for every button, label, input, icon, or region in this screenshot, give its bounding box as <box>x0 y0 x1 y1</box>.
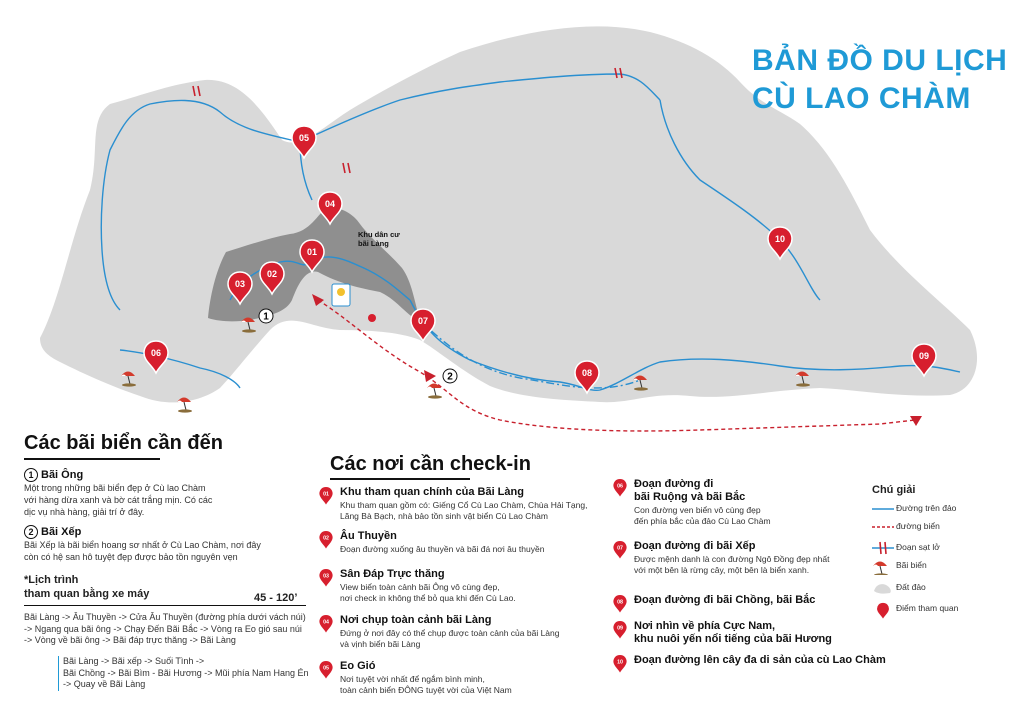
checkin-title: Sân Đáp Trực thăng <box>340 568 445 580</box>
beach-number-badge: 2 <box>24 525 38 539</box>
map-beach-number-1 <box>259 309 273 323</box>
map-pin-icon <box>612 540 628 560</box>
residential-area-label-line1: Khu dân cư <box>358 230 400 239</box>
checkin-desc-line: View biển toàn cảnh bãi Ông vô cùng đẹp, <box>340 582 500 592</box>
svg-text:05: 05 <box>323 665 329 672</box>
legend-item-poi <box>872 602 959 616</box>
schedule-title-line2: tham quan bằng xe máy <box>24 588 150 600</box>
map-pin-icon <box>612 654 628 674</box>
checkin-title: Đoạn đường đi bãi Chồng, bãi Bắc <box>634 594 816 606</box>
beach-desc-line: với hàng dừa xanh và bờ cát trắng mịn. Có các <box>24 495 213 505</box>
checkin-title: Đoạn đường đi bãi Xếp <box>634 540 756 552</box>
map-marker-label: 04 <box>324 199 336 209</box>
map-title-line2: CÙ LAO CHÀM <box>752 82 971 115</box>
route-2-line: Bãi Làng -> Bãi xếp -> Suối Tình -> <box>63 656 205 666</box>
checkin-desc-line: đến phía bắc của đảo Cù Lao Chàm <box>634 516 771 526</box>
checkin-title: khu nuôi yến nổi tiếng của bãi Hương <box>634 633 832 645</box>
map-title <box>752 42 1007 118</box>
svg-text:09: 09 <box>617 625 623 632</box>
legend-label: Đất đảo <box>896 582 926 592</box>
map-pin-icon <box>318 614 334 634</box>
map-marker-label: 09 <box>918 351 930 361</box>
checkin-title: Nơi chụp toàn cảnh bãi Làng <box>340 614 492 626</box>
map-pin-icon <box>872 602 894 620</box>
schedule-title <box>24 573 149 601</box>
route-1-line: Bãi Làng -> Âu Thuyền -> Cửa Âu Thuyền (đường phía dưới vách núi) <box>24 612 306 622</box>
island-road-line-symbol <box>872 502 894 516</box>
svg-text:2: 2 <box>447 371 453 383</box>
residential-area-label-line2: bãi Làng <box>358 239 389 248</box>
beach-umbrella-icon <box>872 559 894 575</box>
legend-label: Đoạn sạt lở <box>896 542 940 552</box>
beach-title: Bãi Ông <box>41 469 84 481</box>
checkin-title: Khu tham quan chính của Bãi Làng <box>340 486 524 498</box>
sea-route-dashed-line-symbol <box>872 520 894 534</box>
map-marker-label: 07 <box>417 316 429 326</box>
map-pin-icon <box>318 486 334 506</box>
residential-area-label <box>358 230 400 248</box>
map-pin-icon <box>612 620 628 640</box>
checkin-desc-line: Nơi tuyệt vời nhất để ngắm bình minh, <box>340 674 485 684</box>
schedule-duration: 45 - 120’ <box>254 592 298 604</box>
beach-desc-line: dịc vụ nhà hàng, giải trí ở đây. <box>24 507 145 517</box>
legend-label: Bãi biển <box>896 560 927 570</box>
beach-desc-line: Bãi Xếp là bãi biển hoang sơ nhất ở Cù Lao Chàm, nơi đây <box>24 540 261 550</box>
svg-text:04: 04 <box>323 619 329 626</box>
svg-text:03: 03 <box>323 573 329 580</box>
beaches-heading: Các bãi biển cần đến <box>24 432 223 454</box>
legend-item-beach <box>872 559 927 573</box>
sea-route-arrow-mid <box>424 370 436 382</box>
map-marker-label: 02 <box>266 269 278 279</box>
schedule-rule <box>24 605 306 606</box>
map-beach-number-2 <box>443 369 457 383</box>
beach-item-1 <box>24 468 314 518</box>
checkin-title: Đoạn đường lên cây đa di sản của cù Lao Chàm <box>634 654 886 666</box>
beach-title: Bãi Xếp <box>41 526 82 538</box>
route-2 <box>58 656 309 691</box>
map-pin-icon <box>318 660 334 680</box>
checkin-title: bãi Ruộng và bãi Bắc <box>634 491 746 503</box>
land-shape-symbol <box>872 581 894 595</box>
legend-label: Đường trên đảo <box>896 503 957 513</box>
map-pin-icon <box>318 568 334 588</box>
beach-item-2 <box>24 525 324 563</box>
map-pin-icon <box>318 530 334 550</box>
checkin-title: Âu Thuyền <box>340 530 397 542</box>
legend-item-landslide <box>872 541 940 555</box>
checkin-title: Eo Gió <box>340 660 376 672</box>
route-1 <box>24 612 306 647</box>
svg-text:10: 10 <box>617 659 623 666</box>
resort-logo-sun <box>337 288 345 296</box>
checkin-desc-line: Khu tham quan gồm có: Giếng Cổ Cù Lao Chàm, Chùa Hải Tạng, <box>340 500 588 510</box>
route-1-line: -> Ngang qua bãi ông -> Chạy Đến Bãi Bắc -> Vòng ra Eo gió sau núi <box>24 623 302 634</box>
map-marker-label: 06 <box>150 348 162 358</box>
map-marker-label: 10 <box>774 234 786 244</box>
map-marker-label: 05 <box>298 133 310 143</box>
map-pin-icon <box>612 594 628 614</box>
route-2-line: Bãi Chồng -> Bãi Bìm - Bãi Hương -> Mũi phía Nam Hang Én <box>63 667 309 678</box>
legend-item-sea-route <box>872 520 940 534</box>
svg-text:01: 01 <box>323 491 329 498</box>
checkin-title: Nơi nhìn về phía Cực Nam, <box>634 620 776 632</box>
legend-item-road <box>872 502 957 516</box>
checkin-heading-rule <box>330 478 470 480</box>
legend-title: Chú giải <box>872 484 916 496</box>
beach-number-badge: 1 <box>24 468 38 482</box>
beach-desc-line: còn có hệ san hô tuyệt đẹp được bảo tồn nguyên vẹn <box>24 552 238 562</box>
landslide-symbol <box>872 541 894 555</box>
small-marker <box>368 314 376 322</box>
legend-label: đường biển <box>896 521 940 531</box>
checkin-desc-line: Đứng ở nơi đây có thể chụp được toàn cảnh của bãi Làng <box>340 628 560 638</box>
beaches-heading-rule <box>24 458 160 460</box>
route-1-line: -> Vòng về bãi ông -> Bãi đáp trực thăng -> Bãi Làng <box>24 635 236 645</box>
svg-text:02: 02 <box>323 535 329 542</box>
checkin-desc-line: Đoạn đường xuống âu thuyền và bãi đá nơi âu thuyền <box>340 544 545 554</box>
svg-text:08: 08 <box>617 599 623 606</box>
beach-desc-line: Một trong những bãi biển đẹp ở Cù lao Chàm <box>24 483 206 493</box>
legend-item-land <box>872 581 926 595</box>
checkin-desc-line: và vịnh biển bãi Làng <box>340 639 421 649</box>
svg-text:1: 1 <box>263 311 269 323</box>
schedule-title-line1: *Lịch trình <box>24 574 79 586</box>
route-2-line: -> Quay về Bãi Làng <box>63 679 146 689</box>
map-pin-icon <box>612 478 628 498</box>
map-marker-label: 01 <box>306 247 318 257</box>
checkin-desc-line: Lăng Bà Bạch, nhà bảo tồn sinh vật biển Cù Lao Chàm <box>340 511 548 521</box>
checkin-desc-line: với một bên là rừng cây, một bên là biển xanh. <box>634 565 810 575</box>
checkin-desc-line: Con đường ven biển vô cùng đẹp <box>634 505 761 515</box>
checkin-desc-line: Được mệnh danh là con đường Ngô Đồng đẹp nhất <box>634 554 830 564</box>
legend-label: Điểm tham quan <box>896 603 959 613</box>
checkin-title: Đoạn đường đi <box>634 478 714 490</box>
checkin-desc-line: nơi check in không thể bỏ qua khi đến Cù Lao. <box>340 593 516 603</box>
checkin-heading: Các nơi cần check-in <box>330 453 531 475</box>
map-title-line1: BẢN ĐỒ DU LỊCH <box>752 44 1008 77</box>
map-marker-label: 08 <box>581 368 593 378</box>
svg-text:06: 06 <box>617 483 623 490</box>
map-marker-label: 03 <box>234 279 246 289</box>
checkin-desc-line: toàn cảnh biển ĐÔNG tuyệt vời của Việt Nam <box>340 685 512 695</box>
svg-text:07: 07 <box>617 545 623 552</box>
